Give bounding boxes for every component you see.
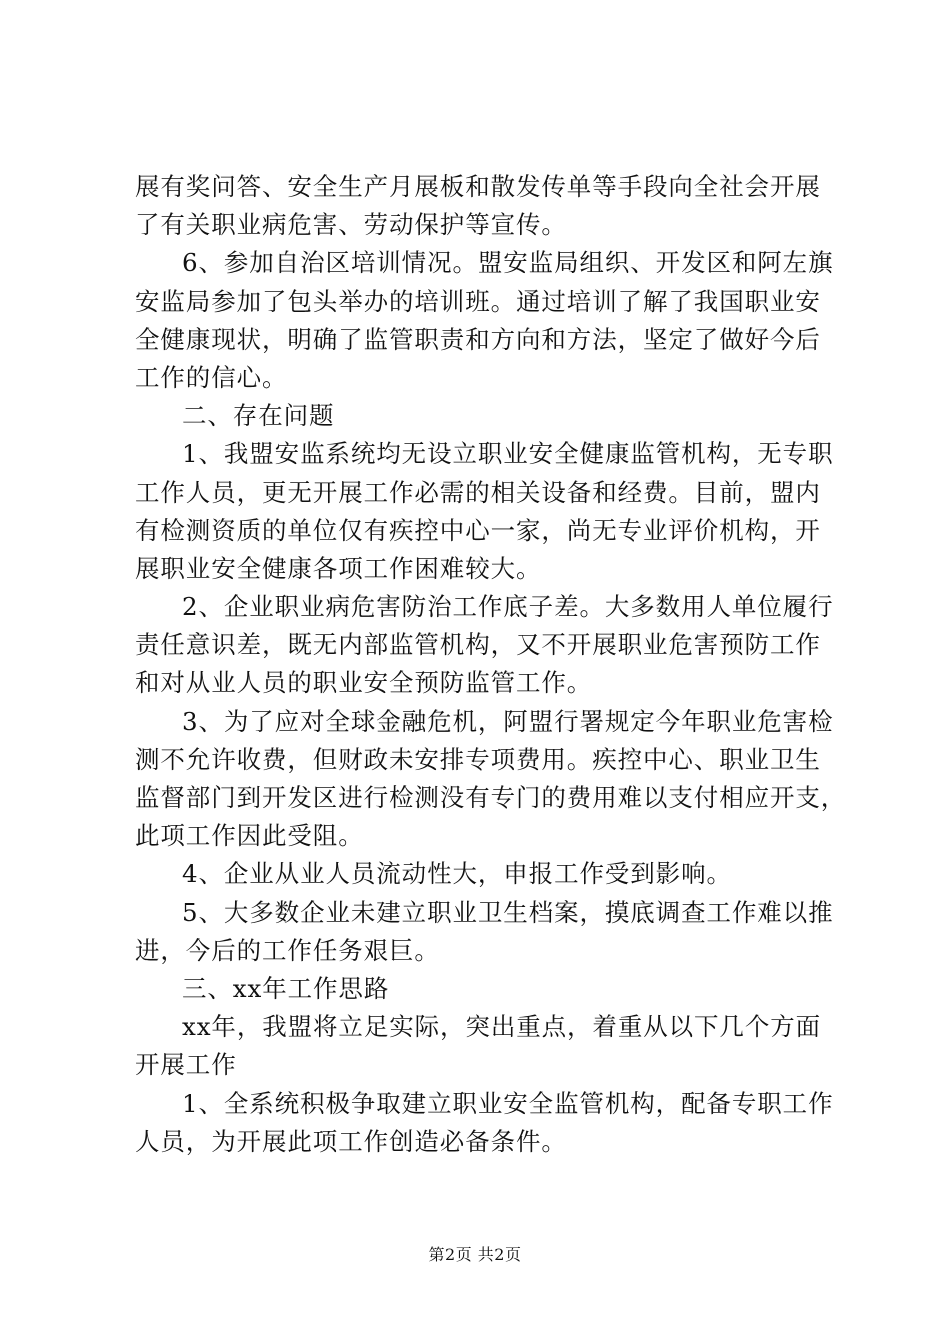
- page-number-footer: 第2页 共2页: [428, 1245, 522, 1264]
- text-line: 人员，为开展此项工作创造必备条件。: [135, 1126, 567, 1156]
- text-line: 监督部门到开发区进行检测没有专门的费用难以支付相应开支，: [135, 783, 847, 812]
- text-line: 了有关职业病危害、劳动保护等宣传。: [135, 210, 567, 240]
- text-line: 4、企业从业人员流动性大，申报工作受到影响。: [182, 859, 732, 889]
- text-line: 有检测资质的单位仅有疾控中心一家，尚无专业评价机构，开: [135, 515, 821, 545]
- text-line: 1、我盟安监系统均无设立职业安全健康监管机构，无专职: [182, 439, 834, 469]
- section-heading: 三、xx年工作思路: [182, 973, 390, 1003]
- text-line: xx年，我盟将立足实际，突出重点，着重从以下几个方面: [182, 1012, 822, 1042]
- text-line: 此项工作因此受阻。: [135, 821, 364, 851]
- text-line: 展有奖问答、安全生产月展板和散发传单等手段向全社会开展: [135, 172, 821, 201]
- text-line: 5、大多数企业未建立职业卫生档案，摸底调查工作难以推: [182, 897, 834, 927]
- text-line: 1、全系统积极争取建立职业安全监管机构，配备专职工作: [182, 1088, 834, 1118]
- text-line: 工作人员，更无开展工作必需的相关设备和经费。目前，盟内: [135, 477, 821, 507]
- text-line: 和对从业人员的职业安全预防监管工作。: [135, 668, 593, 698]
- section-heading: 二、存在问题: [182, 401, 335, 431]
- text-line: 3、为了应对全球金融危机，阿盟行署规定今年职业危害检: [182, 706, 834, 736]
- text-line: 6、参加自治区培训情况。盟安监局组织、开发区和阿左旗: [182, 248, 834, 278]
- text-line: 安监局参加了包头举办的培训班。通过培训了解了我国职业安: [135, 286, 821, 316]
- text-line: 展职业安全健康各项工作困难较大。: [135, 553, 542, 583]
- text-line: 进，今后的工作任务艰巨。: [135, 935, 440, 965]
- text-line: 工作的信心。: [135, 362, 288, 392]
- text-line: 全健康现状，明确了监管职责和方向和方法，坚定了做好今后: [135, 324, 821, 354]
- text-line: 责任意识差，既无内部监管机构，又不开展职业危害预防工作: [135, 630, 821, 660]
- text-line: 测不允许收费，但财政未安排专项费用。疾控中心、职业卫生: [135, 744, 821, 774]
- document-body: [135, 168, 847, 1161]
- text-line: 开展工作: [135, 1050, 237, 1080]
- text-line: 2、企业职业病危害防治工作底子差。大多数用人单位履行: [182, 592, 834, 622]
